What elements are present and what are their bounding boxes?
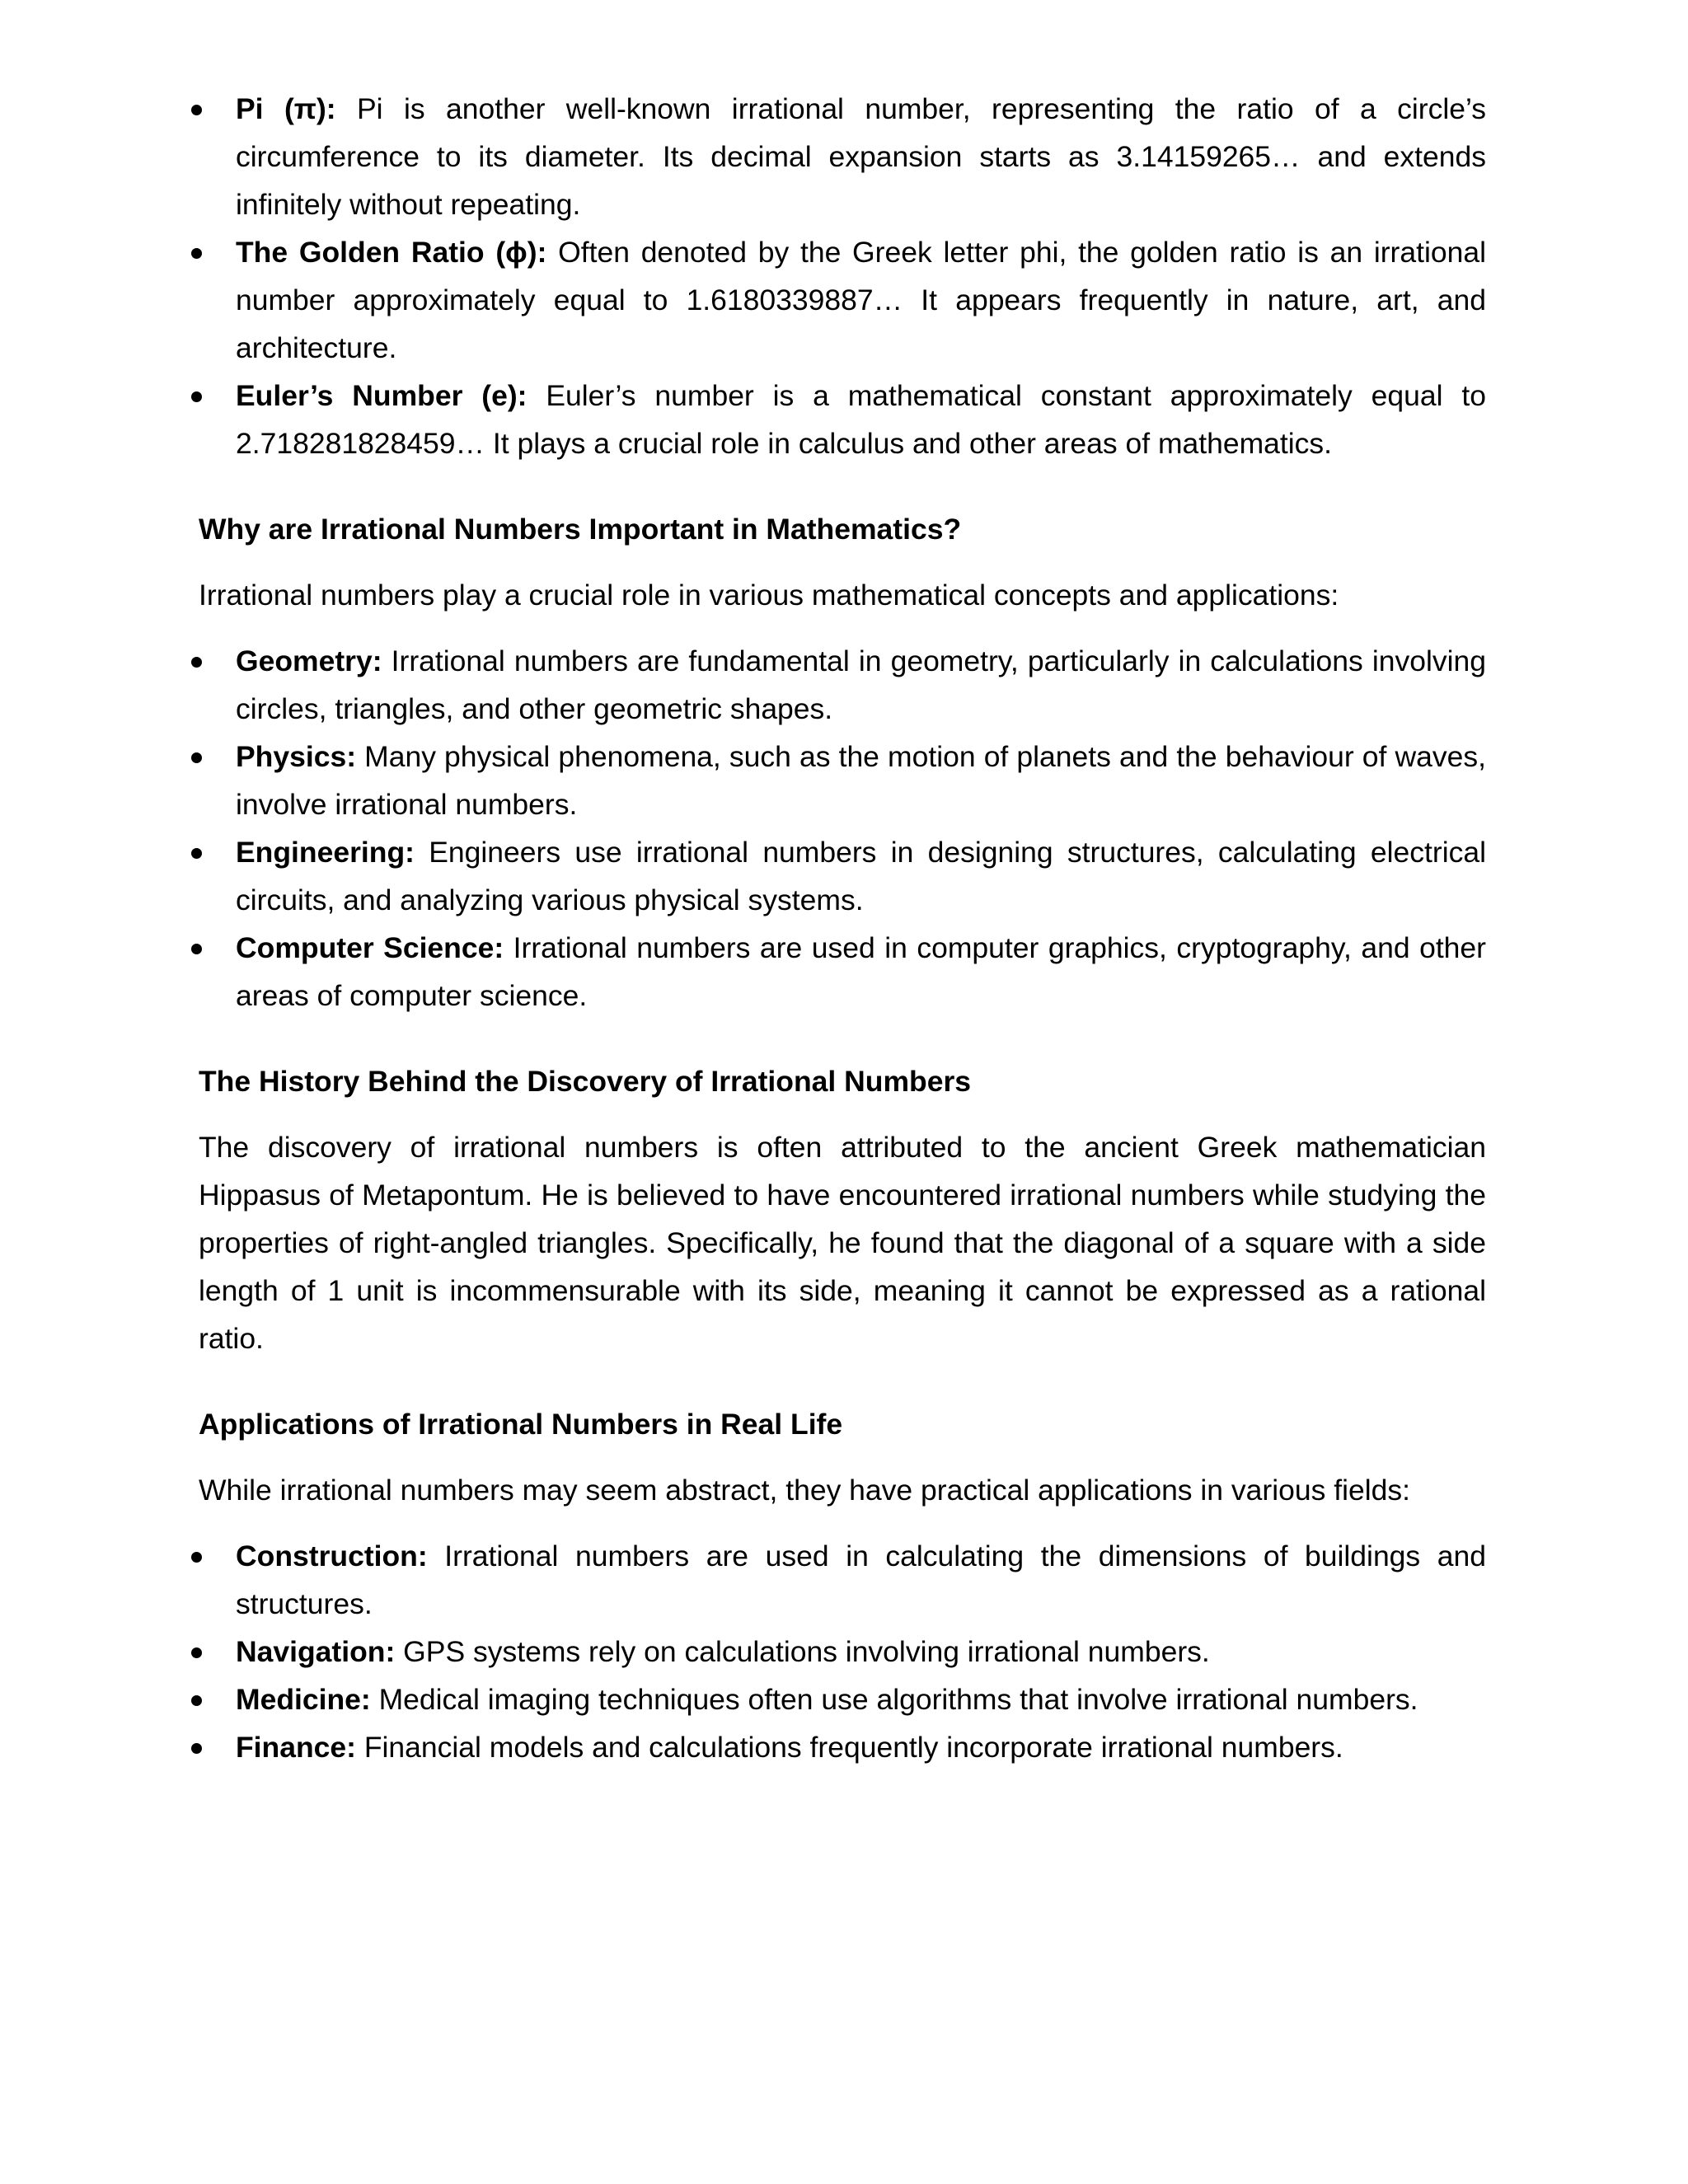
bullet-icon bbox=[191, 657, 202, 668]
item-text: Irrational numbers are used in calculating the dimensions of buildings and structures. bbox=[236, 1540, 1486, 1620]
item-term: Finance: bbox=[236, 1731, 356, 1764]
list-item-construction bbox=[199, 1532, 1486, 1628]
section-intro-applications: While irrational numbers may seem abstract, they have practical applications in various fields: bbox=[199, 1474, 1410, 1507]
bullet-icon bbox=[191, 248, 202, 259]
section-heading-history: The History Behind the Discovery of Irrational Numbers bbox=[199, 1065, 972, 1098]
bullet-icon bbox=[191, 1552, 202, 1563]
item-term: Physics: bbox=[236, 740, 357, 773]
importance-list bbox=[199, 637, 1486, 1019]
bullet-icon bbox=[191, 1695, 202, 1706]
item-term: Geometry: bbox=[236, 644, 382, 677]
document-content bbox=[199, 85, 1486, 1771]
item-text: Financial models and calculations frequently incorporate irrational numbers. bbox=[355, 1731, 1343, 1764]
list-item-physics bbox=[199, 733, 1486, 828]
list-item-computer-science bbox=[199, 924, 1486, 1019]
bullet-icon bbox=[191, 105, 202, 115]
list-item-finance bbox=[199, 1723, 1486, 1771]
section-intro-importance: Irrational numbers play a crucial role in various mathematical concepts and applications: bbox=[199, 579, 1339, 612]
section-heading-applications: Applications of Irrational Numbers in Real Life bbox=[199, 1408, 843, 1441]
item-term: Engineering: bbox=[236, 836, 415, 869]
bullet-icon bbox=[191, 1743, 202, 1754]
list-item-euler bbox=[199, 372, 1486, 467]
item-text: Euler’s number is a mathematical constant approximately equal to 2.718281828459… It plays a crucial role in calculus and other areas of mathematics. bbox=[236, 379, 1486, 460]
item-text: GPS systems rely on calculations involving irrational numbers. bbox=[395, 1635, 1210, 1668]
item-text: Engineers use irrational numbers in designing structures, calculating electrical circuits, and analyzing various physical systems. bbox=[236, 836, 1486, 916]
bullet-icon bbox=[191, 848, 202, 859]
item-text: Irrational numbers are used in computer graphics, cryptography, and other areas of computer science. bbox=[236, 931, 1486, 1012]
item-term: Pi (π): bbox=[236, 92, 336, 125]
section-paragraph-history: The discovery of irrational numbers is often attributed to the ancient Greek mathematician Hippasus of Metapontum. He is believed to have encountered irrational numbers while studying the properties of right-angled triangles. Specifically, he found that the diagonal of a square with a side length of 1 unit is incommensurable with its side, meaning it cannot be expressed as a rational ratio. bbox=[199, 1131, 1486, 1355]
item-text: Medical imaging techniques often use algorithms that involve irrational numbers. bbox=[370, 1683, 1418, 1716]
applications-list bbox=[199, 1532, 1486, 1771]
list-item-engineering bbox=[199, 828, 1486, 924]
item-text: Often denoted by the Greek letter phi, the golden ratio is an irrational number approximately equal to 1.6180339887… It appears frequently in nature, art, and architecture. bbox=[236, 236, 1486, 364]
item-term: Construction: bbox=[236, 1540, 428, 1572]
bullet-icon bbox=[191, 1647, 202, 1658]
section-heading-importance: Why are Irrational Numbers Important in Mathematics? bbox=[199, 513, 962, 546]
item-text: Many physical phenomena, such as the motion of planets and the behaviour of waves, involve irrational numbers. bbox=[236, 740, 1486, 821]
list-item-pi bbox=[199, 85, 1486, 228]
item-text: Irrational numbers are fundamental in geometry, particularly in calculations involving circles, triangles, and other geometric shapes. bbox=[236, 644, 1486, 725]
item-term: Navigation: bbox=[236, 1635, 396, 1668]
irrational-examples-list bbox=[199, 85, 1486, 467]
bullet-icon bbox=[191, 391, 202, 402]
list-item-geometry bbox=[199, 637, 1486, 733]
bullet-icon bbox=[191, 752, 202, 763]
list-item-medicine bbox=[199, 1675, 1486, 1723]
item-term: The Golden Ratio (ϕ): bbox=[236, 236, 547, 269]
item-term: Euler’s Number (e): bbox=[236, 379, 528, 412]
list-item-golden-ratio bbox=[199, 228, 1486, 372]
bullet-icon bbox=[191, 944, 202, 954]
list-item-navigation bbox=[199, 1628, 1486, 1675]
item-text: Pi is another well-known irrational number, representing the ratio of a circle’s circumference to its diameter. Its decimal expansion starts as 3.14159265… and extends infinitely without repeating. bbox=[236, 92, 1486, 221]
item-term: Computer Science: bbox=[236, 931, 504, 964]
item-term: Medicine: bbox=[236, 1683, 371, 1716]
